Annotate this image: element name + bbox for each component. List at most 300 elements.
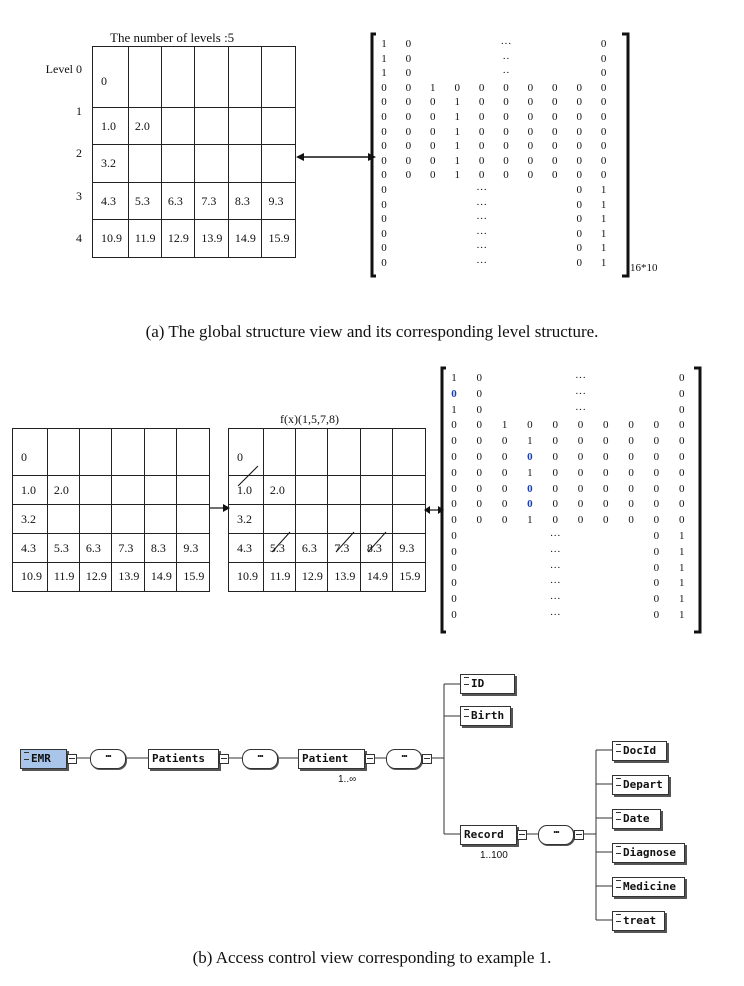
fig-b-right-table-cell: 14.9 [360,562,393,591]
matrix-cell: 0 [552,514,558,527]
fig-b-right-table-cell: 13.9 [328,562,361,591]
matrix-cell: 0 [600,125,607,138]
matrix-cell: 0 [476,482,483,495]
fig-a-table-cell [128,145,161,183]
schema-node-treat[interactable]: treat [612,911,665,931]
fig-a-table-cell: 3.2 [93,145,129,183]
matrix-cell: 0 [476,435,483,448]
schema-sequence-1[interactable] [90,749,126,769]
fig-a-table-cell [161,145,195,183]
matrix-cell: ··· [476,213,488,226]
matrix-cell: 1 [501,419,508,432]
matrix-cell: 0 [381,257,387,269]
fig-b-left-table-cell [177,476,210,505]
matrix-cell: 0 [501,451,508,463]
matrix-cell: 0 [653,609,660,621]
matrix-cell: 0 [527,154,534,167]
fig-b-left-table-cell [112,505,145,534]
schema-node-date[interactable]: Date [612,809,661,829]
schema-collapse-sequence-3[interactable] [422,754,432,764]
matrix-cell: 0 [552,81,558,94]
matrix-cell: 0 [451,577,457,590]
matrix-cell: 0 [501,498,508,511]
schema-patient-cardinality: 1..∞ [338,774,357,785]
matrix-cell: 0 [405,52,412,65]
matrix-cell: 0 [600,111,607,123]
matrix-cell: 1 [430,81,436,94]
matrix-cell: 0 [527,482,533,495]
matrix-cell: 0 [527,451,533,463]
fig-b-right-table-cell: 12.9 [295,562,328,591]
matrix-cell: 1 [451,403,457,416]
matrix-cell: 0 [552,140,558,153]
matrix-cell: 0 [527,498,533,511]
matrix-cell: 0 [381,198,387,211]
fig-b-right-table-cell: 11.9 [263,562,295,591]
fig-a-table-cell: 1.0 [93,107,129,145]
fig-a-table-cell: 9.3 [262,182,296,220]
matrix-cell: ··· [476,198,488,211]
fig-b-left-table-cell [79,505,112,534]
matrix-cell: 0 [527,140,534,153]
matrix-cell: 0 [576,111,582,123]
matrix-cell: 0 [527,169,534,182]
matrix-cell: ·· [502,67,510,80]
schema-node-patients[interactable]: Patients [148,749,219,769]
matrix-cell: 0 [653,593,660,606]
matrix-cell: 0 [478,125,485,138]
matrix-cell: 0 [600,81,607,94]
matrix-cell: 0 [451,561,457,574]
matrix-cell: 1 [600,227,607,240]
matrix-cell: 0 [678,466,685,479]
matrix-cell: 0 [678,387,685,400]
matrix-cell: ··· [549,593,561,606]
schema-connectors [0,660,744,940]
matrix-cell: 0 [405,111,412,123]
matrix-cell: 0 [451,609,457,621]
matrix-cell: 0 [600,140,607,153]
fig-b-left-table-cell: 3.2 [13,505,48,534]
matrix-cell: 0 [451,545,457,558]
matrix-cell: 0 [501,482,508,495]
fig-a-table-cell: 13.9 [195,220,229,258]
matrix-cell: 0 [653,530,660,542]
fig-b-right-table-cell: 5.3 [263,534,295,563]
matrix-cell: ··· [549,577,561,590]
matrix-cell: 0 [451,435,457,448]
matrix-cell: 0 [430,125,436,138]
matrix-cell: 0 [653,419,660,432]
matrix-cell: 0 [478,81,485,94]
matrix-cell: 0 [600,52,607,65]
matrix-cell: 0 [478,154,485,167]
matrix-cell: 0 [653,577,660,590]
schema-collapse-record[interactable] [517,830,527,840]
matrix-cell: 0 [577,482,584,495]
fig-a-matrix-size: 16*10 [630,262,658,274]
matrix-cell: ··· [549,530,561,542]
matrix-cell: 0 [678,372,685,384]
matrix-cell: ··· [575,403,586,416]
matrix-cell: 0 [381,125,387,138]
fig-b-left-table-cell: 12.9 [79,562,112,591]
matrix-cell: 0 [451,530,457,542]
matrix-cell: ··· [476,242,488,255]
matrix-cell: 1 [454,96,460,109]
matrix-cell: 0 [628,498,634,511]
schema-sequence-2[interactable] [242,749,278,769]
fig-b-left-table-cell: 1.0 [13,476,48,505]
schema-sequence-4[interactable] [538,825,574,845]
fig-a-table-cell: 15.9 [262,220,296,258]
matrix-cell: 0 [653,561,660,574]
matrix-cell: 0 [501,514,508,527]
fig-b-right-table-cell: 4.3 [229,534,264,563]
fig-b-left-table-cell: 14.9 [144,562,177,591]
matrix-cell: 0 [577,419,584,432]
matrix-cell: 0 [678,435,685,448]
matrix-cell: 1 [600,198,607,211]
fig-b-arrow [210,502,230,514]
matrix-cell: 0 [552,451,558,463]
matrix-cell: 0 [653,498,660,511]
matrix-cell: 0 [527,96,534,109]
matrix-cell: 0 [381,213,387,226]
matrix-cell: 0 [603,498,609,511]
matrix-cell: 0 [503,81,509,94]
matrix-cell: 1 [527,435,533,448]
fig-b-left-table-cell: 9.3 [177,534,210,563]
matrix-cell: 0 [628,435,634,448]
matrix-cell: 0 [576,169,582,182]
schema-record-cardinality: 1..100 [480,850,508,861]
matrix-cell: 0 [476,466,483,479]
matrix-cell: 1 [678,561,685,574]
matrix-cell: 0 [478,111,485,123]
fig-a-table-cell: 11.9 [128,220,161,258]
fig-b-left-table-cell [144,505,177,534]
matrix-cell: 0 [430,154,436,167]
fig-b-right-table-cell: 8.3 [360,534,393,563]
fig-a-table-cell: 8.3 [228,182,262,220]
matrix-cell: 0 [405,38,412,50]
matrix-cell: 0 [576,125,582,138]
matrix-cell: 1 [600,184,607,196]
matrix-cell: 0 [527,125,534,138]
fig-a-table-cell [195,107,229,145]
matrix-cell: ··· [549,609,561,621]
matrix-cell: 0 [451,482,457,495]
matrix-cell: 0 [430,96,436,109]
matrix-cell: 0 [476,419,483,432]
matrix-cell: 0 [628,466,634,479]
fig-a-matrix [376,38,616,278]
matrix-cell: 0 [576,227,582,240]
matrix-cell: 1 [454,169,460,182]
fig-a-table-cell: 6.3 [161,182,195,220]
fig-b-right-table-cell: 3.2 [229,505,264,534]
fig-a-table-cell [161,107,195,145]
fig-b-left-table-cell: 13.9 [112,562,145,591]
matrix-cell: 0 [552,96,558,109]
fig-b-left-table-cell [144,476,177,505]
matrix-cell: 0 [552,482,558,495]
fig-b-right-table-cell: 15.9 [393,562,426,591]
matrix-cell: 0 [600,96,607,109]
schema-collapse-sequence-4[interactable] [574,830,584,840]
matrix-cell: 0 [576,140,582,153]
fig-a-table-cell: 7.3 [195,182,229,220]
matrix-cell: 0 [653,482,660,495]
matrix-cell: 0 [405,125,412,138]
fig-b-left-table-cell: 10.9 [13,562,48,591]
matrix-cell: 0 [478,169,485,182]
fig-a-title: The number of levels :5 [110,30,235,45]
matrix-cell: 0 [476,387,483,400]
fig-a-table-row [93,47,296,108]
fig-a-table-cell: 10.9 [93,220,129,258]
matrix-cell: 0 [600,154,607,167]
matrix-cell: 1 [454,154,460,167]
matrix-cell: 0 [653,435,660,448]
matrix-cell: 0 [577,435,584,448]
matrix-cell: 0 [454,81,460,94]
fig-a-table-cell: 2.0 [128,107,161,145]
matrix-cell: 0 [603,482,609,495]
matrix-cell: 0 [577,514,584,527]
matrix-cell: ··· [575,387,586,400]
fig-b-left-table-cell [112,476,145,505]
matrix-cell: ··· [476,257,488,269]
fig-b-right-table-cell: 10.9 [229,562,264,591]
matrix-cell: 1 [451,372,457,384]
matrix-cell: 1 [527,466,533,479]
fig-b-left-table-cell [177,429,210,476]
fig-b-left-table-cell: 4.3 [13,534,48,563]
matrix-cell: 0 [451,498,457,511]
fig-a-table-cell: 5.3 [128,182,161,220]
matrix-cell: 0 [577,498,584,511]
fig-a-table-cell [195,145,229,183]
fig-a-table-cell: 0 [93,47,129,108]
fig-b-right-table-cell: 2.0 [263,476,295,505]
fig-a-table-cell: 4.3 [93,182,129,220]
fig-b-func-label: f(x)(1,5,7,8) [280,412,339,426]
fig-a-table-row [93,182,296,220]
fig-b-caption: (b) Access control view corresponding to example 1. [192,948,552,967]
matrix-cell: 0 [478,96,485,109]
fig-b-left-table-cell [144,429,177,476]
fig-b-left-table-cell [79,429,112,476]
matrix-cell: 0 [603,466,609,479]
matrix-cell: 0 [577,466,584,479]
schema-collapse-patients[interactable] [219,754,229,764]
matrix-cell: 0 [576,96,582,109]
matrix-cell: 1 [678,593,685,606]
matrix-cell: 0 [527,419,533,432]
matrix-cell: 0 [678,482,685,495]
fig-a-level-2: 2 [76,146,82,160]
fig-b-strikeouts [228,428,426,592]
fig-a-table-cell: 12.9 [161,220,195,258]
fig-a-level-4: 4 [76,231,82,245]
matrix-cell: 0 [451,593,457,606]
matrix-cell: 0 [600,169,607,182]
fig-a-double-arrow [296,150,376,164]
fig-b-matrix [446,372,692,634]
schema-node-diagnose[interactable]: Diagnose [612,843,685,863]
matrix-cell: ··· [549,561,561,574]
schema-collapse-emr[interactable] [67,754,77,764]
matrix-cell: 0 [476,372,483,384]
fig-a-table-cell [228,47,262,108]
matrix-cell: 0 [678,514,685,527]
matrix-cell: 0 [628,514,634,527]
matrix-cell: 0 [503,111,509,123]
matrix-cell: ··· [500,38,512,50]
matrix-cell: 0 [552,419,558,432]
fig-a-level-1: 1 [76,104,82,118]
fig-b-right-table-cell: 0 [229,429,264,476]
matrix-cell: 0 [381,111,387,123]
schema-node-emr[interactable]: EMR [20,749,67,769]
fig-b-left-table-row [13,505,210,534]
matrix-cell: 0 [451,419,457,432]
matrix-cell: 0 [503,96,509,109]
matrix-cell: 0 [501,466,508,479]
fig-b-left-table-cell: 5.3 [47,534,79,563]
matrix-cell: 1 [678,577,685,590]
matrix-cell: 0 [405,140,412,153]
fig-b-left-table-cell: 2.0 [47,476,79,505]
matrix-cell: 0 [430,111,436,123]
schema-sequence-3[interactable] [386,749,422,769]
fig-a-table-cell [228,145,262,183]
matrix-cell: 1 [600,242,607,255]
schema-node-medicine[interactable]: Medicine [612,877,685,897]
fig-b-left-table-cell: 6.3 [79,534,112,563]
fig-b-left-table-cell: 11.9 [47,562,79,591]
matrix-cell: 0 [603,451,609,463]
matrix-cell: 0 [678,498,685,511]
schema-node-depart[interactable]: Depart [612,775,669,795]
matrix-cell: 0 [552,498,558,511]
fig-b-left-table-cell [79,476,112,505]
matrix-cell: 0 [381,96,387,109]
matrix-cell: 1 [600,213,607,226]
matrix-cell: 0 [381,242,387,255]
fig-b-left-table-cell [177,505,210,534]
matrix-cell: 0 [600,67,607,80]
fig-b-right-table-cell: 9.3 [393,534,426,563]
fig-a-table-cell [262,47,296,108]
fig-a-table-cell [262,145,296,183]
matrix-cell: 0 [476,498,483,511]
matrix-cell: 1 [600,257,607,269]
schema-collapse-patient[interactable] [365,754,375,764]
matrix-cell: 1 [527,514,533,527]
matrix-cell: 0 [678,419,685,432]
matrix-cell: 0 [576,154,582,167]
fig-b-right-table-cell: 6.3 [295,534,328,563]
matrix-cell: 0 [600,38,607,50]
matrix-cell: 1 [678,530,685,542]
fig-a-table-cell [128,47,161,108]
fig-b-left-table-cell: 7.3 [112,534,145,563]
matrix-cell: ··· [575,372,586,384]
fig-a-level-3: 3 [76,189,82,203]
matrix-cell: 0 [527,111,534,123]
fig-b-left-table-row [13,562,210,591]
schema-node-docid[interactable]: DocId [612,741,667,761]
matrix-cell: 1 [454,125,460,138]
matrix-cell: 0 [405,96,412,109]
fig-a-table-cell [228,107,262,145]
matrix-cell: 0 [405,81,412,94]
matrix-cell: 0 [576,184,582,196]
matrix-cell: 0 [451,451,457,463]
matrix-cell: 0 [501,435,508,448]
matrix-cell: 0 [478,140,485,153]
matrix-cell: ··· [476,227,488,240]
matrix-cell: 0 [552,154,558,167]
matrix-cell: 0 [381,184,387,196]
fig-a-table-cell: 14.9 [228,220,262,258]
matrix-cell: 0 [527,81,534,94]
schema-node-record[interactable]: Record [460,825,517,845]
fig-a-table-row [93,220,296,258]
matrix-cell: 0 [476,451,483,463]
matrix-cell: 0 [653,514,660,527]
matrix-cell: 0 [628,482,634,495]
schema-node-birth[interactable]: Birth [460,706,511,726]
matrix-cell: 0 [430,169,436,182]
matrix-cell: 0 [451,466,457,479]
fig-a-table-row [93,145,296,183]
matrix-cell: 0 [381,81,387,94]
matrix-cell: 0 [451,387,457,400]
fig-b-left-table-row [13,534,210,563]
matrix-cell: 0 [381,169,387,182]
fig-b-left-table [12,428,210,592]
matrix-cell: 0 [653,451,660,463]
matrix-cell: 0 [430,140,436,153]
matrix-cell: 0 [451,514,457,527]
schema-node-id[interactable]: ID [460,674,515,694]
fig-b-left-table-cell: 0 [13,429,48,476]
matrix-cell: 0 [381,154,387,167]
matrix-cell: 1 [454,140,460,153]
matrix-cell: 1 [381,67,387,80]
fig-b-left-table-cell: 8.3 [144,534,177,563]
fig-b-right-table-cell: 7.3 [328,534,361,563]
matrix-cell: 0 [381,140,387,153]
schema-node-patient[interactable]: Patient [298,749,365,769]
matrix-cell: 0 [628,419,634,432]
matrix-cell: 1 [678,609,685,621]
matrix-cell: ·· [502,52,510,65]
matrix-cell: ··· [476,184,488,196]
matrix-cell: 0 [576,213,582,226]
matrix-cell: 1 [381,38,387,50]
matrix-cell: 0 [653,466,660,479]
matrix-cell: 0 [503,169,509,182]
matrix-cell: 0 [381,227,387,240]
fig-a-table-row [93,107,296,145]
matrix-cell: 0 [476,403,483,416]
matrix-cell: 0 [628,451,634,463]
